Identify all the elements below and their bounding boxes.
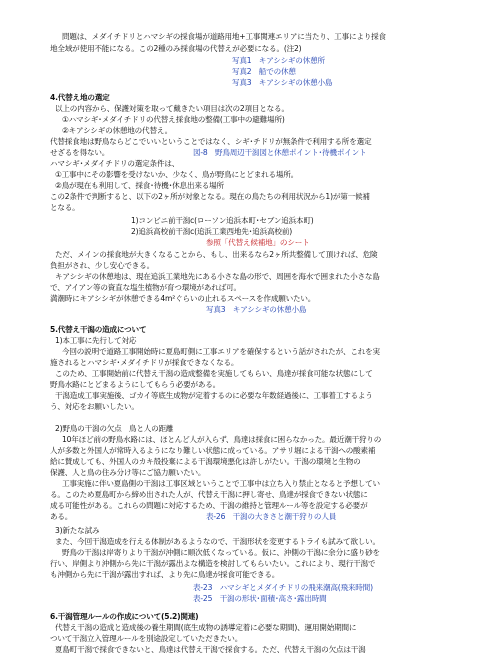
body-text-line: 成る可能性がある。これらの問題に対応するため、干潟の維持と管理ルール等を設定する必要が bbox=[50, 501, 368, 510]
figure-reference: 写真1 キアシシギの休憩所 bbox=[232, 56, 325, 65]
body-text-line: 行い、岸側より沖側から先に干潟が露出よな構造を検討してもらいたい。これにより、現行干潟で bbox=[50, 559, 376, 568]
figure-reference: 表-26 干潟の大きさと潮干狩りの人員 bbox=[206, 512, 337, 521]
body-text-line: 負担がされ、少し安心できる。 bbox=[50, 261, 154, 270]
body-text-line: 人が多数と外国人が常時入るようになり難しい状態に成っている。アサリ堀による干潟への酸素補 bbox=[50, 446, 376, 455]
body-text-line: ②キアシシギの休憩地の代替え。 bbox=[62, 126, 173, 135]
body-text-line: ①工事中にその影響を受けないか、少なく、鳥が野鳥にとどまれる場所。 bbox=[55, 170, 299, 179]
body-text-line: この2条件で判断すると、以下の2ヶ所が対象となる。現在の鳥たちの利用状況から1)が第一候補 bbox=[50, 192, 370, 201]
section-heading: 6.干潟管理ルールの作成について(5.2)関連) bbox=[50, 612, 199, 621]
figure-reference: 表-23 ハマシギとメダイチドリの飛来潮高(飛来時間) bbox=[193, 583, 373, 592]
body-text-line: 野鳥の干潟は岸寄りより干潟が沖側に順次低くなっている。仮に、沖側の干潟に余分に盛り砂を bbox=[62, 548, 380, 557]
body-text-line: 1)コンビニ前干潟c(ローソン追浜本町･セブン追浜本町) bbox=[131, 216, 314, 225]
section-heading: 4.代替え地の選定 bbox=[50, 93, 110, 102]
body-text-line: 地全域が使用不能になる。この2種のみ採食場の代替えが必要になる。(注2) bbox=[50, 44, 302, 53]
body-text-line: 1)本工事に先行して対応 bbox=[55, 336, 137, 345]
figure-reference: 参照「代替え候補地」のシート bbox=[206, 238, 310, 247]
body-text-line: ハマシギ･メダイチドリの選定条件は、 bbox=[50, 159, 180, 168]
body-text-line: 10年ほど前の野鳥水路には、ほとんど人が入らず、鳥達は採食に困らなかった。最近潮干狩りの bbox=[62, 435, 382, 444]
body-text-line: 野鳥水路にとどまるようにしてもらう必要がある。 bbox=[50, 380, 221, 389]
figure-reference: 写真3 キアシシギの休憩小島 bbox=[206, 305, 307, 314]
body-text-line: ②鳥が現在も利用して、採食･待機･休息出来る場所 bbox=[55, 181, 224, 190]
body-text-line: 満潮時にキアシシギが休憩できる4m²ぐらいの止れるスペースを作成願いたい。 bbox=[50, 294, 316, 303]
body-text-line: 給に賛成しても、外国人のカキ殻投棄による干潟環境悪化は許しがたい。干潟の環境と生物の bbox=[50, 457, 361, 466]
body-text-line: 代替え干潟の造成と造成後の養生期間(底生成物の誘導定着に必要な期間)、運用開始期間に bbox=[55, 623, 357, 632]
body-text-line: 夏島町干潟で採食できないと、鳥達は代替え干潟で採食する。ただ、代替え干潟の欠点は干潟 bbox=[55, 645, 366, 654]
body-text-line: 保護、人と鳥の住み分け等にご協力願いたい。 bbox=[50, 468, 206, 477]
body-text-line: 工事実施に伴い夏島側の干潟は工事区域ということで工事中は立ち入り禁止となると予想してい bbox=[62, 479, 380, 488]
body-text-line: 今回の説明で道路工事開始時に夏島町側に工事エリアを確保するという話がされたが、これを実 bbox=[62, 347, 380, 356]
body-text-line: キアシシギの休憩地は、現在追浜工業地先にある小さな島の形で、周囲を海水で囲まれた小さな島 bbox=[55, 272, 380, 281]
body-text-line: となる。 bbox=[50, 203, 80, 212]
body-text-line: ただ、メインの採食地が大きくなることから、もし、出来るなら2ヶ所共整備して頂ければ、危険 bbox=[55, 250, 378, 259]
body-text-line: 3)新たな試み bbox=[55, 526, 100, 535]
body-text-line: 以上の内容から、保護対策を取って戴きたい項目は次の2項目となる。 bbox=[55, 104, 289, 113]
figure-reference: 図-8 野鳥周辺干潟図と休憩ポイント･待機ポイント bbox=[193, 148, 367, 157]
figure-reference: 表-25 干潟の形状･面積･高さ･露出時間 bbox=[193, 594, 327, 603]
body-text-line: で、アイアン等の資直な塩生植物が育つ環境があれば可。 bbox=[50, 283, 241, 292]
body-text-line: 問題は、メダイチドリとハマシギの採食場が道路用地+工事関連エリアに当たり、工事により採食 bbox=[62, 32, 386, 41]
section-heading: 5.代替え干潟の造成について bbox=[50, 325, 147, 334]
body-text-line: このため、工事開始前に代替え干潟の造成整備を実施してもらい、鳥達が採食可能な状態にして bbox=[55, 369, 373, 378]
body-text-line: また、今回干潟造成を行える体制があるようなので、干潟形状を変更するトライも試みて欲しい。 bbox=[55, 537, 380, 546]
body-text-line: う、対応をお願いしたい。 bbox=[50, 402, 139, 411]
body-text-line: ①ハマシギ･メダイチドリの代替え採食地の整備(工事中の避難場所) bbox=[62, 115, 285, 124]
body-text-line: 代替採食地は野鳥ならどこでいいということではなく、シギ･チドリが無条件で利用する所を選定 bbox=[50, 137, 372, 146]
body-text-line: も沖側から先に干潟が露出すれば、より先に鳥達が採食可能できる。 bbox=[50, 570, 280, 579]
figure-reference: 写真3 キアシシギの休憩小島 bbox=[232, 78, 333, 87]
body-text-line: ある。 bbox=[50, 512, 73, 521]
body-text-line: ついて干潟立入管理ルールを別途設定していただきたい。 bbox=[50, 634, 243, 643]
body-text-line: 施されるとハマシギ･メダイチドリが採食できなくなる。 bbox=[50, 358, 239, 367]
body-text-line: 干潟造成工事実施後、ゴカイ等底生成物が定着するのに必要な年数経過後に、工事着工するよう bbox=[55, 391, 373, 400]
body-text-line: る。このため夏島町から締め出された人が、代替え干潟に押し寄せ、鳥達が採食できない状態に bbox=[50, 490, 368, 499]
figure-reference: 写真2 船での休憩 bbox=[232, 67, 296, 76]
body-text-line: 2)追浜高校前干潟c(追浜工業西地先･追浜高校前) bbox=[131, 227, 292, 236]
body-text-line: 2)野鳥の干潟の欠点 鳥と人の距離 bbox=[55, 424, 174, 433]
body-text-line: せざるを得ない。 bbox=[50, 148, 110, 157]
